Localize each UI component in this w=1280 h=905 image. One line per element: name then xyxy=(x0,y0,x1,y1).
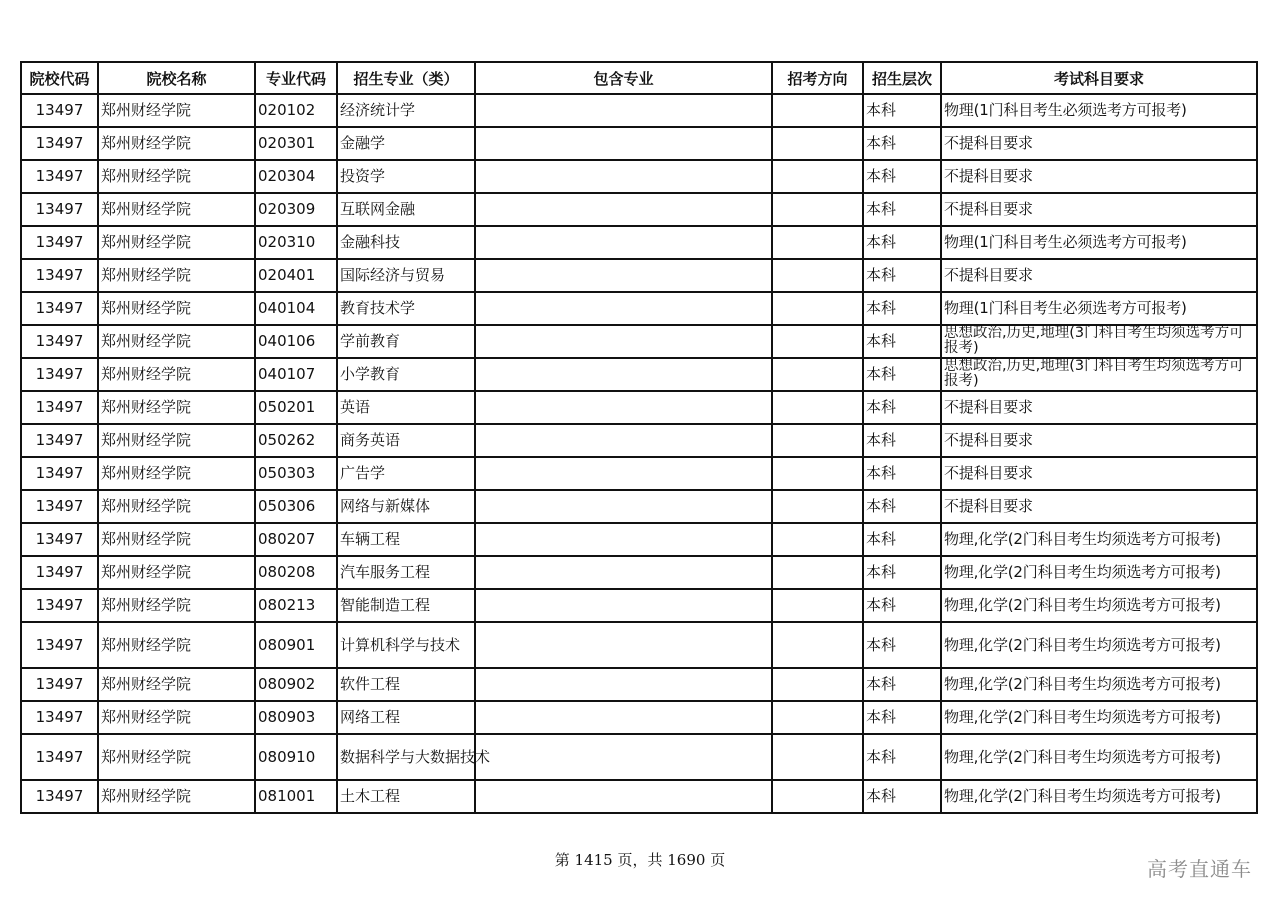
cell-major-code: 050262 xyxy=(255,424,337,457)
cell-school-name: 郑州财经学院 xyxy=(98,259,255,292)
admissions-table xyxy=(20,61,1258,814)
cell-school-code: 13497 xyxy=(21,226,98,259)
cell-school-name: 郑州财经学院 xyxy=(98,734,255,780)
cell-major-code: 020102 xyxy=(255,94,337,127)
cell-level: 本科 xyxy=(863,226,941,259)
cell-level: 本科 xyxy=(863,127,941,160)
cell-school-code: 13497 xyxy=(21,780,98,813)
header-major: 招生专业（类） xyxy=(337,62,475,94)
cell-requirements: 不提科目要求 xyxy=(941,193,1257,226)
cell-includes xyxy=(475,668,772,701)
cell-direction xyxy=(772,701,863,734)
cell-school-code: 13497 xyxy=(21,701,98,734)
cell-school-code: 13497 xyxy=(21,94,98,127)
cell-level: 本科 xyxy=(863,259,941,292)
cell-level: 本科 xyxy=(863,292,941,325)
cell-level: 本科 xyxy=(863,780,941,813)
cell-requirements: 物理,化学(2门科目考生均须选考方可报考) xyxy=(941,668,1257,701)
cell-direction xyxy=(772,94,863,127)
cell-direction xyxy=(772,358,863,391)
table-row xyxy=(21,127,1257,160)
cell-requirements: 不提科目要求 xyxy=(941,457,1257,490)
cell-school-code: 13497 xyxy=(21,424,98,457)
cell-direction xyxy=(772,391,863,424)
cell-school-name: 郑州财经学院 xyxy=(98,94,255,127)
cell-level: 本科 xyxy=(863,325,941,358)
cell-major-code: 020301 xyxy=(255,127,337,160)
cell-includes xyxy=(475,127,772,160)
cell-major: 金融科技 xyxy=(337,226,475,259)
cell-school-name: 郑州财经学院 xyxy=(98,292,255,325)
cell-level: 本科 xyxy=(863,589,941,622)
cell-direction xyxy=(772,622,863,668)
cell-level: 本科 xyxy=(863,734,941,780)
cell-includes xyxy=(475,325,772,358)
cell-major-code: 040104 xyxy=(255,292,337,325)
cell-level: 本科 xyxy=(863,556,941,589)
table-row xyxy=(21,780,1257,813)
cell-includes xyxy=(475,523,772,556)
cell-major: 车辆工程 xyxy=(337,523,475,556)
cell-school-name: 郑州财经学院 xyxy=(98,358,255,391)
cell-school-name: 郑州财经学院 xyxy=(98,556,255,589)
cell-school-name: 郑州财经学院 xyxy=(98,490,255,523)
cell-direction xyxy=(772,292,863,325)
cell-school-name: 郑州财经学院 xyxy=(98,424,255,457)
table-row xyxy=(21,325,1257,358)
cell-school-name: 郑州财经学院 xyxy=(98,226,255,259)
cell-major: 国际经济与贸易 xyxy=(337,259,475,292)
cell-major: 经济统计学 xyxy=(337,94,475,127)
cell-direction xyxy=(772,325,863,358)
cell-school-name: 郑州财经学院 xyxy=(98,780,255,813)
cell-includes xyxy=(475,701,772,734)
table-row xyxy=(21,589,1257,622)
table-header-row xyxy=(21,62,1257,94)
cell-school-code: 13497 xyxy=(21,734,98,780)
cell-school-name: 郑州财经学院 xyxy=(98,193,255,226)
cell-school-name: 郑州财经学院 xyxy=(98,701,255,734)
cell-requirements: 物理(1门科目考生必须选考方可报考) xyxy=(941,226,1257,259)
cell-major-code: 080901 xyxy=(255,622,337,668)
header-major-code: 专业代码 xyxy=(255,62,337,94)
cell-includes xyxy=(475,490,772,523)
table-row xyxy=(21,94,1257,127)
cell-direction xyxy=(772,589,863,622)
cell-major: 互联网金融 xyxy=(337,193,475,226)
cell-major: 金融学 xyxy=(337,127,475,160)
cell-major: 英语 xyxy=(337,391,475,424)
cell-major-code: 080207 xyxy=(255,523,337,556)
cell-major-code: 020309 xyxy=(255,193,337,226)
cell-major-code: 080902 xyxy=(255,668,337,701)
cell-major-code: 050303 xyxy=(255,457,337,490)
cell-level: 本科 xyxy=(863,193,941,226)
cell-major: 投资学 xyxy=(337,160,475,193)
cell-school-code: 13497 xyxy=(21,622,98,668)
cell-includes xyxy=(475,358,772,391)
cell-includes xyxy=(475,160,772,193)
cell-requirements: 物理,化学(2门科目考生均须选考方可报考) xyxy=(941,734,1257,780)
cell-level: 本科 xyxy=(863,94,941,127)
cell-direction xyxy=(772,160,863,193)
cell-school-code: 13497 xyxy=(21,589,98,622)
cell-requirements: 物理,化学(2门科目考生均须选考方可报考) xyxy=(941,589,1257,622)
cell-level: 本科 xyxy=(863,668,941,701)
cell-school-code: 13497 xyxy=(21,556,98,589)
cell-includes xyxy=(475,424,772,457)
table-row xyxy=(21,292,1257,325)
cell-school-code: 13497 xyxy=(21,391,98,424)
cell-major-code: 020310 xyxy=(255,226,337,259)
cell-major: 网络与新媒体 xyxy=(337,490,475,523)
cell-major: 土木工程 xyxy=(337,780,475,813)
cell-major: 计算机科学与技术 xyxy=(337,622,475,668)
cell-school-code: 13497 xyxy=(21,193,98,226)
cell-major-code: 080903 xyxy=(255,701,337,734)
cell-requirements: 物理,化学(2门科目考生均须选考方可报考) xyxy=(941,556,1257,589)
cell-includes xyxy=(475,556,772,589)
cell-major: 汽车服务工程 xyxy=(337,556,475,589)
cell-major: 学前教育 xyxy=(337,325,475,358)
cell-direction xyxy=(772,490,863,523)
cell-includes xyxy=(475,780,772,813)
cell-requirements: 物理,化学(2门科目考生均须选考方可报考) xyxy=(941,622,1257,668)
cell-requirements: 物理(1门科目考生必须选考方可报考) xyxy=(941,292,1257,325)
cell-includes xyxy=(475,193,772,226)
cell-school-code: 13497 xyxy=(21,358,98,391)
cell-requirements: 不提科目要求 xyxy=(941,127,1257,160)
cell-level: 本科 xyxy=(863,622,941,668)
table-row xyxy=(21,226,1257,259)
cell-includes xyxy=(475,259,772,292)
cell-school-code: 13497 xyxy=(21,325,98,358)
cell-major-code: 040106 xyxy=(255,325,337,358)
table-row xyxy=(21,391,1257,424)
table-row xyxy=(21,259,1257,292)
table-row xyxy=(21,490,1257,523)
cell-major: 软件工程 xyxy=(337,668,475,701)
cell-school-name: 郑州财经学院 xyxy=(98,457,255,490)
cell-major: 网络工程 xyxy=(337,701,475,734)
cell-requirements: 物理,化学(2门科目考生均须选考方可报考) xyxy=(941,523,1257,556)
cell-direction xyxy=(772,193,863,226)
table-row xyxy=(21,701,1257,734)
cell-major-code: 050306 xyxy=(255,490,337,523)
cell-includes xyxy=(475,589,772,622)
cell-direction xyxy=(772,457,863,490)
cell-direction xyxy=(772,668,863,701)
table-row xyxy=(21,668,1257,701)
cell-major: 智能制造工程 xyxy=(337,589,475,622)
table-row xyxy=(21,358,1257,391)
page-number: 第 1415 页，共 1690 页 xyxy=(554,851,726,869)
cell-major-code: 080208 xyxy=(255,556,337,589)
cell-requirements: 不提科目要求 xyxy=(941,259,1257,292)
cell-major: 教育技术学 xyxy=(337,292,475,325)
cell-direction xyxy=(772,734,863,780)
header-direction: 招考方向 xyxy=(772,62,863,94)
cell-level: 本科 xyxy=(863,490,941,523)
cell-major-code: 040107 xyxy=(255,358,337,391)
cell-level: 本科 xyxy=(863,391,941,424)
header-level: 招生层次 xyxy=(863,62,941,94)
table-row xyxy=(21,556,1257,589)
cell-major-code: 080213 xyxy=(255,589,337,622)
cell-direction xyxy=(772,780,863,813)
cell-school-name: 郑州财经学院 xyxy=(98,127,255,160)
cell-school-code: 13497 xyxy=(21,127,98,160)
cell-includes xyxy=(475,457,772,490)
cell-direction xyxy=(772,424,863,457)
table-body xyxy=(21,94,1257,813)
cell-school-name: 郑州财经学院 xyxy=(98,589,255,622)
cell-major-code: 020401 xyxy=(255,259,337,292)
table-row xyxy=(21,193,1257,226)
header-includes: 包含专业 xyxy=(475,62,772,94)
table-row xyxy=(21,734,1257,780)
cell-requirements: 物理,化学(2门科目考生均须选考方可报考) xyxy=(941,701,1257,734)
cell-includes xyxy=(475,622,772,668)
cell-major: 数据科学与大数据技术 xyxy=(337,734,475,780)
cell-level: 本科 xyxy=(863,523,941,556)
table-row xyxy=(21,523,1257,556)
cell-major: 广告学 xyxy=(337,457,475,490)
cell-level: 本科 xyxy=(863,160,941,193)
table-row xyxy=(21,424,1257,457)
cell-school-name: 郑州财经学院 xyxy=(98,391,255,424)
cell-school-code: 13497 xyxy=(21,292,98,325)
cell-includes xyxy=(475,734,772,780)
cell-level: 本科 xyxy=(863,358,941,391)
table-row xyxy=(21,622,1257,668)
cell-school-name: 郑州财经学院 xyxy=(98,160,255,193)
cell-requirements: 不提科目要求 xyxy=(941,490,1257,523)
cell-school-code: 13497 xyxy=(21,457,98,490)
cell-direction xyxy=(772,259,863,292)
cell-includes xyxy=(475,292,772,325)
cell-requirements: 不提科目要求 xyxy=(941,424,1257,457)
cell-requirements: 不提科目要求 xyxy=(941,160,1257,193)
cell-school-code: 13497 xyxy=(21,668,98,701)
cell-major: 商务英语 xyxy=(337,424,475,457)
cell-school-code: 13497 xyxy=(21,160,98,193)
cell-level: 本科 xyxy=(863,457,941,490)
cell-direction xyxy=(772,226,863,259)
cell-includes xyxy=(475,226,772,259)
cell-requirements: 思想政治,历史,地理(3门科目考生均须选考方可报考) xyxy=(941,358,1257,391)
header-school-code: 院校代码 xyxy=(21,62,98,94)
table-row xyxy=(21,160,1257,193)
cell-major-code: 080910 xyxy=(255,734,337,780)
cell-requirements: 不提科目要求 xyxy=(941,391,1257,424)
cell-includes xyxy=(475,94,772,127)
cell-level: 本科 xyxy=(863,701,941,734)
cell-school-code: 13497 xyxy=(21,490,98,523)
cell-requirements: 物理(1门科目考生必须选考方可报考) xyxy=(941,94,1257,127)
cell-major-code: 020304 xyxy=(255,160,337,193)
cell-requirements: 物理,化学(2门科目考生均须选考方可报考) xyxy=(941,780,1257,813)
header-requirements: 考试科目要求 xyxy=(941,62,1257,94)
cell-includes xyxy=(475,391,772,424)
cell-direction xyxy=(772,523,863,556)
cell-major: 小学教育 xyxy=(337,358,475,391)
cell-school-code: 13497 xyxy=(21,259,98,292)
cell-direction xyxy=(772,127,863,160)
cell-school-name: 郑州财经学院 xyxy=(98,622,255,668)
cell-requirements: 思想政治,历史,地理(3门科目考生均须选考方可报考) xyxy=(941,325,1257,358)
cell-school-code: 13497 xyxy=(21,523,98,556)
table-row xyxy=(21,457,1257,490)
cell-school-name: 郑州财经学院 xyxy=(98,668,255,701)
cell-major-code: 050201 xyxy=(255,391,337,424)
watermark-text: 高考直通车 xyxy=(1147,857,1252,881)
cell-level: 本科 xyxy=(863,424,941,457)
cell-school-name: 郑州财经学院 xyxy=(98,325,255,358)
header-school-name: 院校名称 xyxy=(98,62,255,94)
cell-direction xyxy=(772,556,863,589)
cell-major-code: 081001 xyxy=(255,780,337,813)
cell-school-name: 郑州财经学院 xyxy=(98,523,255,556)
